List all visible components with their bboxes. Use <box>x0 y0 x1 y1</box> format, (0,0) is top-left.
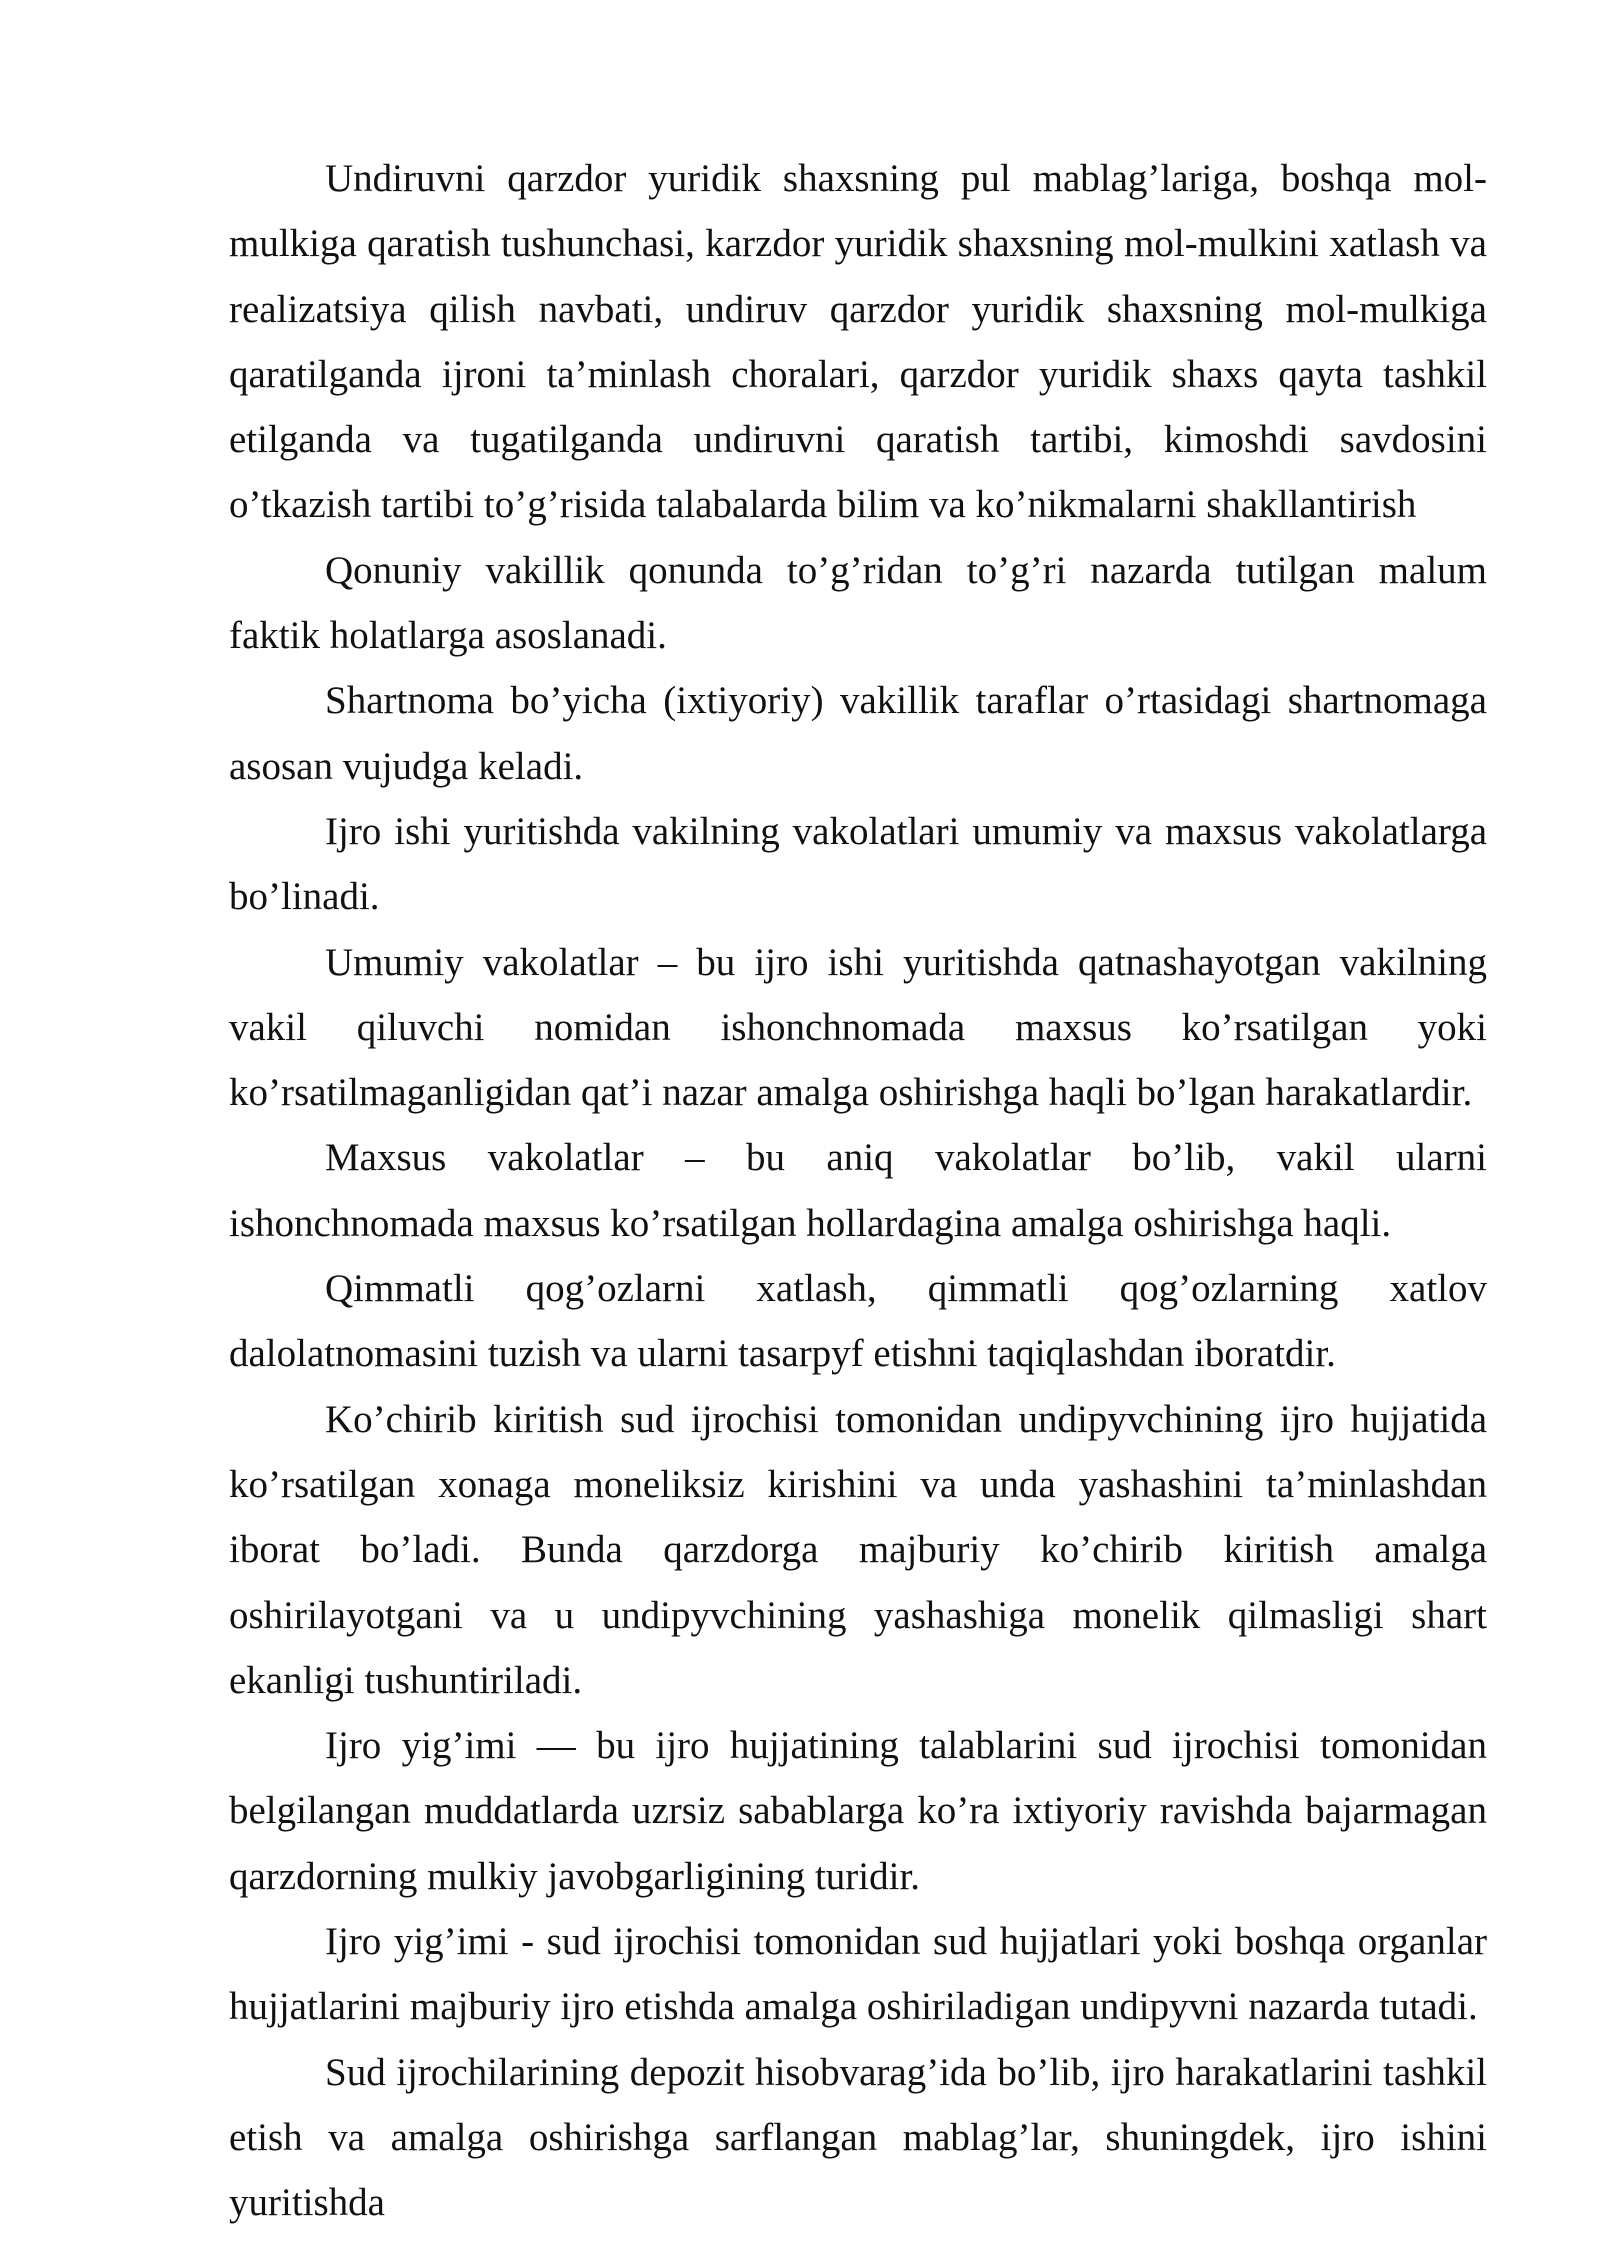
paragraph: Qonuniy vakillik qonunda to’g’ridan to’g’ri nazarda tutilgan malum faktik holatlarga asoslanadi. <box>229 548 1487 658</box>
paragraph: Maxsus vakolatlar – bu aniq vakolatlar bo’lib, vakil ularni ishonchnomada maxsus ko’rsatilgan hollardagina amalga oshirishga haqli. <box>229 1136 1487 1245</box>
paragraph: Ijro yig’imi — bu ijro hujjatining talablarini sud ijrochisi tomonidan belgilangan muddatlarda uzrsiz sabablarga ko’ra ixtiyoriy ravishda bajarmagan qarzdorning mulkiy javobgarligining turidir. <box>229 1724 1487 1898</box>
document-page <box>229 146 1487 2236</box>
paragraph: Ko’chirib kiritish sud ijrochisi tomonidan undipyvchining ijro hujjatida ko’rsatilgan xonaga moneliksiz kirishini va unda yashashini ta’minlashdan iborat bo’ladi. Bunda qarzdorga majburiy ko’chirib kiritish amalga oshirilayotgani va u undipyvchining yashashiga monelik qilmasligi shart ekanligi tushuntiriladi. <box>229 1397 1487 1702</box>
paragraph: Ijro ishi yuritishda vakilning vakolatlari umumiy va maxsus vakolatlarga bo’linadi. <box>229 809 1487 919</box>
paragraph: Ijro yig’imi - sud ijrochisi tomonidan sud hujjatlari yoki boshqa organlar hujjatlarini majburiy ijro etishda amalga oshiriladigan undipyvni nazarda tutadi. <box>229 1920 1487 2029</box>
paragraph: Sud ijrochilarining depozit hisobvarag’ida bo’lib, ijro harakatlarini tashkil etish va amalga oshirishga sarflangan mablag’lar, shuningdek, ijro ishini yuritishda <box>229 2050 1487 2225</box>
paragraph: Qimmatli qog’ozlarni xatlash, qimmatli qog’ozlarning xatlov dalolatnomasini tuzish va ularni tasarpyf etishni taqiqlashdan iboratdir. <box>229 1267 1487 1376</box>
paragraph: Shartnoma bo’yicha (ixtiyoriy) vakillik taraflar o’rtasidagi shartnomaga asosan vujudga keladi. <box>229 679 1487 788</box>
paragraph: Undiruvni qarzdor yuridik shaxsning pul mablag’lariga, boshqa mol-mulkiga qaratish tushunchasi, karzdor yuridik shaxsning mol-mulkini xatlash va realizatsiya qilish navbati, undiruv qarzdor yuridik shaxsning mol-mulkiga qaratilganda ijroni ta’minlash choralari, qarzdor yuridik shaxs qayta tashkil etilganda va tugatilganda undiruvni qaratish tartibi, kimoshdi savdosini o’tkazish tartibi to’g’risida talabalarda bilim va ko’nikmalarni shakllantirish <box>229 157 1487 527</box>
paragraph: Umumiy vakolatlar – bu ijro ishi yuritishda qatnashayotgan vakilning vakil qiluvchi nomidan ishonchnomada maxsus ko’rsatilgan yoki ko’rsatilmaganligidan qat’i nazar amalga oshirishga haqli bo’lgan harakatlardir. <box>229 940 1487 1115</box>
